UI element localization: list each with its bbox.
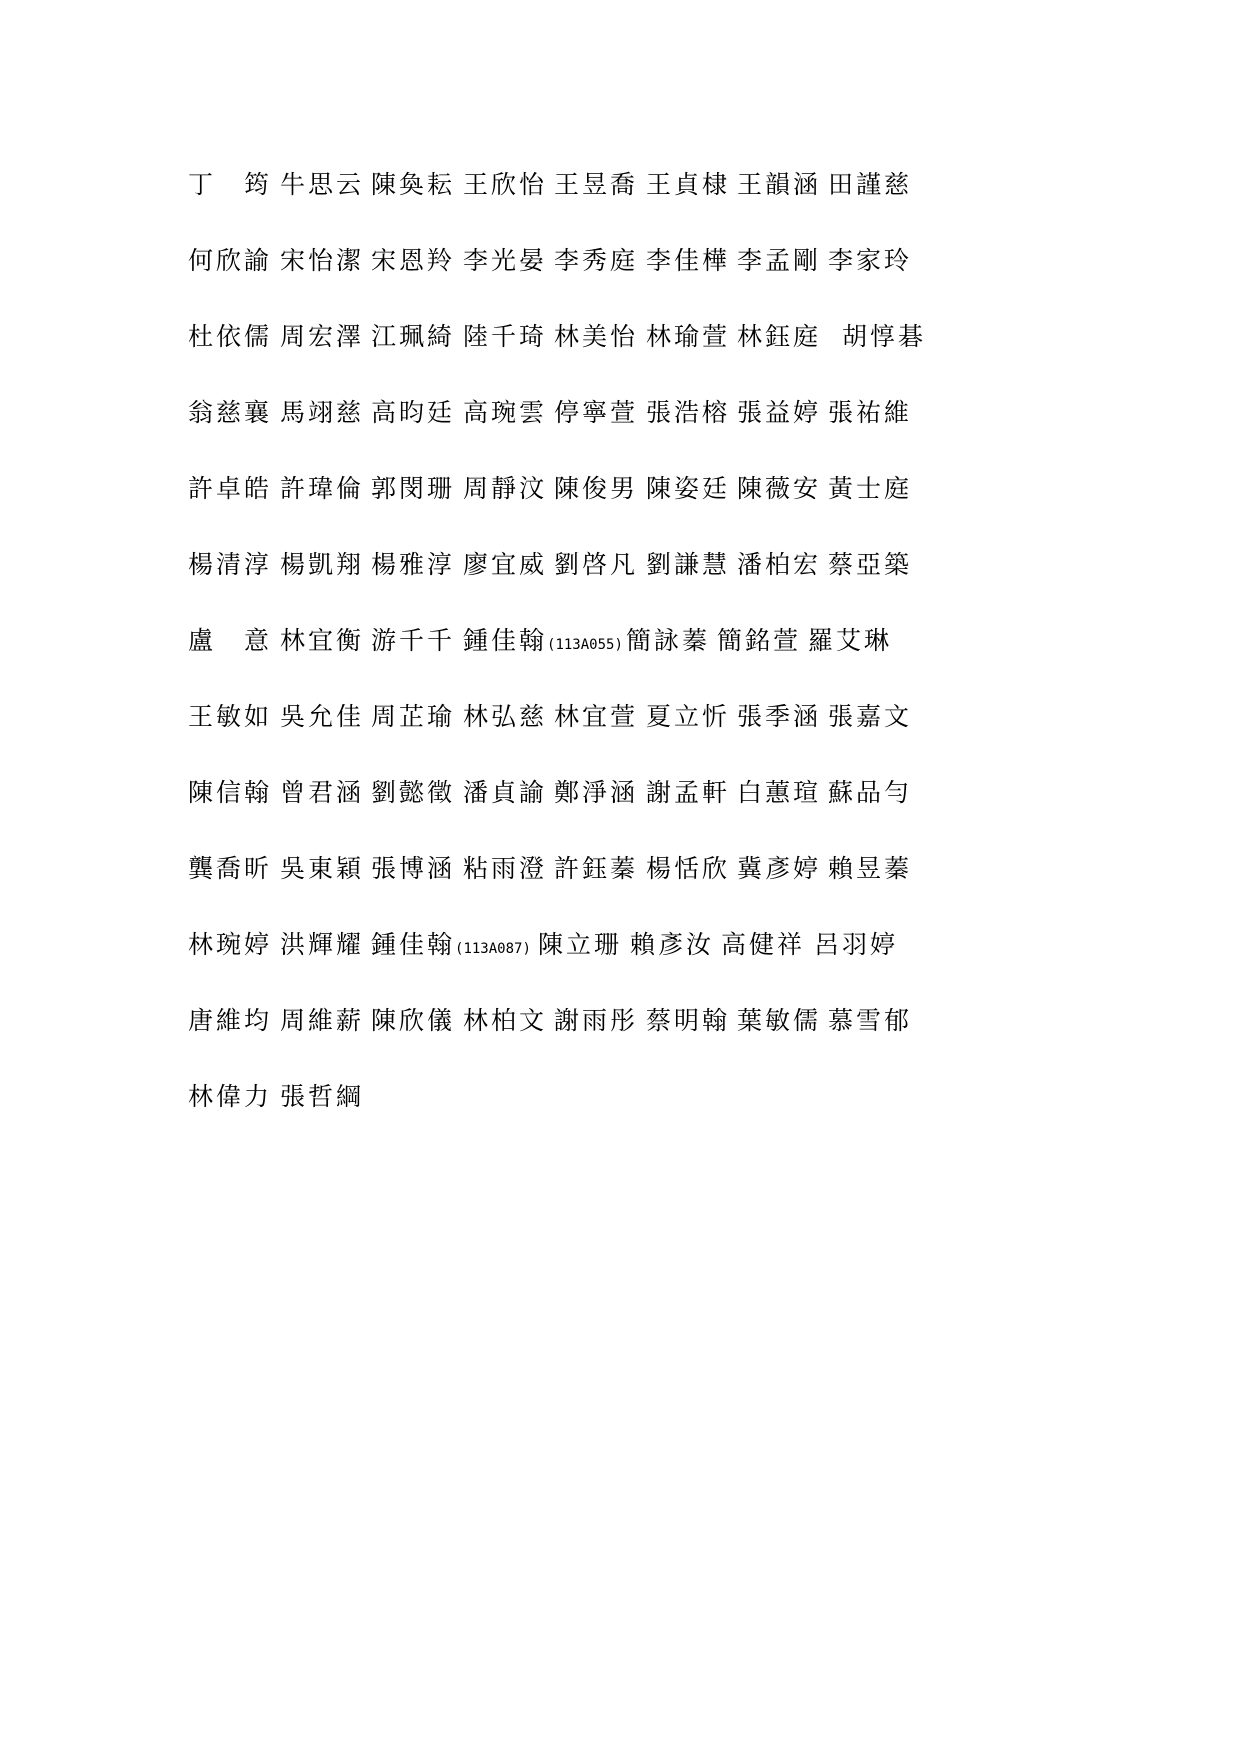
name-row (188, 1004, 1068, 1080)
student-name-text: 葉敏儒 (737, 1006, 822, 1035)
student-name-text: 張博涵 (371, 854, 456, 883)
student-name (646, 1004, 730, 1038)
student-name-text: 陳信翰 (188, 778, 273, 807)
student-name-text: 吳允佳 (280, 702, 365, 731)
student-name (280, 928, 364, 962)
student-name-text: 謝孟軒 (646, 778, 731, 807)
student-name (538, 928, 622, 962)
student-name-text: 張祐維 (828, 398, 913, 427)
student-name (280, 700, 364, 734)
name-row (188, 700, 1068, 776)
student-name-text: 李秀庭 (554, 246, 639, 275)
student-name (737, 852, 821, 886)
student-name (828, 244, 912, 278)
student-name-text: 林宜衡 (280, 626, 365, 655)
student-name-text: 林宜萱 (554, 702, 639, 731)
student-name-text: 林瑜萱 (646, 322, 731, 351)
student-name (828, 852, 912, 886)
student-name (737, 776, 821, 810)
student-name-text: 張季涵 (737, 702, 822, 731)
student-name-text: 林柏文 (463, 1006, 548, 1035)
name-row (188, 1080, 1068, 1156)
student-name (737, 244, 821, 278)
student-name (280, 396, 364, 430)
student-name-text: 粘雨澄 (463, 854, 548, 883)
student-name-text: 李光晏 (463, 246, 548, 275)
student-name-text: 周維薪 (280, 1006, 365, 1035)
student-name (371, 548, 455, 582)
name-list (188, 168, 1068, 1156)
student-name-text: 林琬婷 (188, 930, 273, 959)
student-name-text: 王貞棣 (646, 170, 731, 199)
student-name-text: 陳薇安 (737, 474, 822, 503)
name-row (188, 776, 1068, 852)
student-name-text: 杜依儒 (188, 322, 273, 351)
student-name-text: 張浩榕 (646, 398, 731, 427)
student-name (188, 320, 272, 354)
student-name (646, 396, 730, 430)
student-name-text: 林偉力 (188, 1082, 273, 1111)
student-name (646, 320, 730, 354)
student-name (371, 776, 455, 810)
student-name-text: 許鈺蓁 (554, 854, 639, 883)
student-name (737, 396, 821, 430)
student-name (554, 396, 638, 430)
student-name (554, 320, 638, 354)
student-name (188, 700, 272, 734)
student-name (554, 548, 638, 582)
student-name-text: 唐維均 (188, 1006, 273, 1035)
student-name (737, 1004, 821, 1038)
student-name-text: 許卓皓 (188, 474, 273, 503)
student-name (371, 852, 455, 886)
student-name-text: 田謹慈 (828, 170, 913, 199)
student-name-text: 楊凱翔 (280, 550, 365, 579)
student-name (463, 624, 623, 662)
student-name (280, 852, 364, 886)
student-name (188, 472, 272, 506)
student-name-text: 周靜汶 (463, 474, 548, 503)
student-name-text: 游千千 (371, 626, 456, 655)
student-name (554, 244, 638, 278)
student-name-text: 陳立珊 (538, 930, 623, 959)
student-name-text: 賴彥汝 (630, 930, 715, 959)
student-name-text: 曾君涵 (280, 778, 365, 807)
student-name (188, 1004, 272, 1038)
student-name (280, 1004, 364, 1038)
student-name (554, 472, 638, 506)
student-name (721, 928, 805, 962)
student-name-text: 牛思云 (280, 170, 365, 199)
student-name (280, 168, 364, 202)
student-name (737, 548, 821, 582)
student-name (828, 776, 912, 810)
student-name-text: 鄭淨涵 (554, 778, 639, 807)
student-name (554, 1004, 638, 1038)
name-row (188, 168, 1068, 244)
student-name-text: 冀彥婷 (737, 854, 822, 883)
student-name-text: 周宏澤 (280, 322, 365, 351)
student-name (828, 396, 912, 430)
student-name (188, 396, 272, 430)
student-name (737, 700, 821, 734)
student-name-text: 胡惇碁 (842, 322, 927, 351)
student-name (626, 624, 710, 658)
student-name (371, 244, 455, 278)
student-name (828, 548, 912, 582)
student-name-text: 陳姿廷 (646, 474, 731, 503)
student-name (463, 244, 547, 278)
student-name (280, 776, 364, 810)
name-row (188, 928, 1068, 1004)
name-row (188, 396, 1068, 472)
student-name (717, 624, 801, 658)
student-name (463, 396, 547, 430)
student-name-text: 劉謙慧 (646, 550, 731, 579)
student-name (646, 472, 730, 506)
student-name (188, 624, 272, 658)
student-name-text: 林鈺庭 (737, 322, 822, 351)
student-name-text: 郭閔珊 (371, 474, 456, 503)
student-name-text: 蔡亞築 (828, 550, 913, 579)
student-name-text: 謝雨彤 (554, 1006, 639, 1035)
student-name (828, 168, 912, 202)
student-name-text: 王欣怡 (463, 170, 548, 199)
student-name-text: 高琬雲 (463, 398, 548, 427)
student-name-text: 何欣諭 (188, 246, 273, 275)
name-row (188, 852, 1068, 928)
student-name (188, 168, 272, 202)
student-name (463, 700, 547, 734)
student-name (554, 700, 638, 734)
student-name (463, 852, 547, 886)
student-name (280, 1080, 364, 1114)
student-name (188, 1080, 272, 1114)
student-name-text: 林弘慈 (463, 702, 548, 731)
name-row (188, 624, 1068, 700)
student-name (646, 168, 730, 202)
student-name (463, 320, 547, 354)
student-name-text: 賴昱蓁 (828, 854, 913, 883)
student-name-text: 馬翊慈 (280, 398, 365, 427)
student-name-text: 丁 筠 (188, 170, 273, 199)
student-name-text: 黃士庭 (828, 474, 913, 503)
student-name (737, 320, 821, 354)
student-name (463, 1004, 547, 1038)
student-name-text: 江珮綺 (371, 322, 456, 351)
student-name-text: 簡詠蓁 (626, 626, 711, 655)
student-name-text: 龔喬昕 (188, 854, 273, 883)
student-name (646, 852, 730, 886)
student-name (188, 244, 272, 278)
student-name-text: 白蕙瑄 (737, 778, 822, 807)
student-name (646, 700, 730, 734)
student-name-text: 呂羽婷 (814, 930, 899, 959)
student-name-text: 楊清淳 (188, 550, 273, 579)
student-name (828, 1004, 912, 1038)
student-name-text: 吳東穎 (280, 854, 365, 883)
student-name-text: 楊雅淳 (371, 550, 456, 579)
student-name (630, 928, 714, 962)
student-name (280, 472, 364, 506)
student-name (842, 320, 926, 354)
student-name-text: 陸千琦 (463, 322, 548, 351)
student-name-text: 李家玲 (828, 246, 913, 275)
name-row (188, 548, 1068, 624)
name-row (188, 472, 1068, 548)
student-name (463, 776, 547, 810)
student-name (808, 624, 892, 658)
student-name-text: 洪輝耀 (280, 930, 365, 959)
student-name (280, 548, 364, 582)
student-name (737, 472, 821, 506)
student-name (554, 168, 638, 202)
student-name (280, 320, 364, 354)
student-name (371, 1004, 455, 1038)
student-name-text: 張嘉文 (828, 702, 913, 731)
student-name-text: 宋恩羚 (371, 246, 456, 275)
student-name (814, 928, 898, 962)
student-name-text: 陳欣儀 (371, 1006, 456, 1035)
student-name (463, 548, 547, 582)
student-name-text: 陳俊男 (554, 474, 639, 503)
student-name-text: 簡銘萱 (717, 626, 802, 655)
student-name (188, 776, 272, 810)
student-name (280, 624, 364, 658)
student-name (828, 472, 912, 506)
student-name-text: 翁慈襄 (188, 398, 273, 427)
student-name-text: 王昱喬 (554, 170, 639, 199)
student-name-text: 周芷瑜 (371, 702, 456, 731)
student-name-text: 潘貞諭 (463, 778, 548, 807)
student-name-text: 停寧萱 (554, 398, 639, 427)
student-name-text: 陳奐耘 (371, 170, 456, 199)
student-name (554, 776, 638, 810)
student-name-text: 李孟剛 (737, 246, 822, 275)
student-name (371, 472, 455, 506)
student-name (737, 168, 821, 202)
student-name-text: 盧 意 (188, 626, 273, 655)
student-name-text: 鍾佳翰 (463, 626, 548, 655)
name-row (188, 244, 1068, 320)
student-id-note: (113A055) (547, 637, 623, 653)
student-name (828, 700, 912, 734)
student-name (188, 852, 272, 886)
student-name (188, 928, 272, 962)
student-name (371, 700, 455, 734)
student-name-text: 廖宜威 (463, 550, 548, 579)
student-name-text: 王敏如 (188, 702, 273, 731)
student-name-text: 張哲綱 (280, 1082, 365, 1111)
student-name (280, 244, 364, 278)
student-name (463, 472, 547, 506)
student-name-text: 蔡明翰 (646, 1006, 731, 1035)
student-name (646, 548, 730, 582)
student-name-text: 羅艾琳 (808, 626, 893, 655)
student-name-text: 劉懿徵 (371, 778, 456, 807)
student-name-text: 蘇品勻 (828, 778, 913, 807)
student-name-text: 慕雪郁 (828, 1006, 913, 1035)
student-name (371, 396, 455, 430)
student-name (463, 168, 547, 202)
student-name (646, 776, 730, 810)
student-name-text: 王韻涵 (737, 170, 822, 199)
student-name-text: 楊恬欣 (646, 854, 731, 883)
student-name (371, 928, 531, 966)
student-name-text: 潘柏宏 (737, 550, 822, 579)
student-name-text: 高健祥 (721, 930, 806, 959)
student-name-text: 劉啓凡 (554, 550, 639, 579)
student-name (371, 320, 455, 354)
student-name (554, 852, 638, 886)
student-name-text: 張益婷 (737, 398, 822, 427)
student-name (188, 548, 272, 582)
student-name (646, 244, 730, 278)
student-name-text: 鍾佳翰 (371, 930, 456, 959)
student-name (371, 624, 455, 658)
student-name-text: 李佳樺 (646, 246, 731, 275)
student-id-note: (113A087) (455, 941, 531, 957)
student-name-text: 宋怡潔 (280, 246, 365, 275)
student-name-text: 許瑋倫 (280, 474, 365, 503)
name-row (188, 320, 1068, 396)
student-name-text: 高昀廷 (371, 398, 456, 427)
student-name (371, 168, 455, 202)
student-name-text: 夏立忻 (646, 702, 731, 731)
student-name-text: 林美怡 (554, 322, 639, 351)
